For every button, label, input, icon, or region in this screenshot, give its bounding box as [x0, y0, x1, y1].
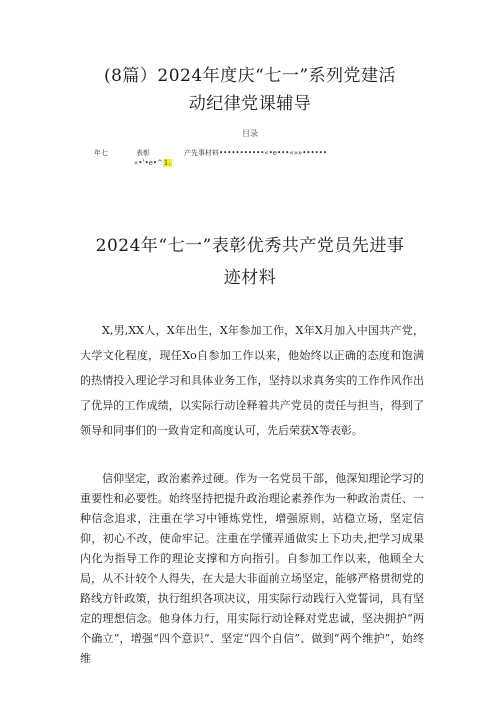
- toc-entry-continuation-text: «•’•e•^: [134, 159, 163, 167]
- toc-entry-continuation: [134, 159, 172, 167]
- toc-entry-col2: 表彰: [136, 149, 150, 157]
- toc-entry[interactable]: [94, 148, 414, 158]
- document-title: [60, 62, 440, 118]
- document-title-line1: (8篇）2024年度庆“七一”系列党建活: [103, 66, 397, 86]
- toc-heading: 目录: [242, 129, 258, 138]
- toc-entry-col3: 产先事材料•••••••••••«•e•••«»»••••••: [184, 149, 327, 157]
- article-paragraph-faith: 信仰坚定，政治素养过硬。作为一名党员干部，他深知理论学习的重要性和必要性。始终坚持把提升政治理论素养作为一种政治责任、一种信念追求，注重在学习中锤炼党性，增强原则，站稳立场，坚定信仰，初心不改，使命牢记。注重在学懂弄通做实上下功夫,把学习成果内化为指导工作的理论支撑和方向指引。自参加工作以来，他顾全大局，从不计较个人得失，在大是大非面前立场坚定，能够严格贯彻党的路线方针政策，执行组织各项决议，用实际行动践行入党誓词，具有坚定的理想信念。他身体力行，用实际行动诠释对党忠诚，坚决拥护“两个确立”，增强“四个意识”、坚定“四个自信”、做到“两个维护”，始终维: [80, 472, 424, 665]
- toc-entry-col1: 年七: [94, 149, 108, 157]
- article-title-line2: 迹材料: [223, 268, 277, 288]
- article-title: [60, 230, 440, 294]
- article-paragraph-intro: X,男,XX人，X年出生，X年参加工作，X年X月加入中国共产党，大学文化程度，现任Xo自参加工作以来，他始终以正确的态度和饱满的热情投入理论学习和具体业务工作，坚持以求真务实的工作作风作出了优异的工作成绩，以实际行动诠释着共产党员的责任与担当，得到了领导和同事们的一致肯定和高度认可，先后荣获X等表彰。: [80, 324, 424, 437]
- article-title-line1: 2024年“七一”表彰优秀共产党员先进事: [95, 236, 405, 256]
- toc-page-number: 1.: [163, 159, 171, 167]
- document-title-line2: 动纪律党课辅导: [188, 94, 312, 114]
